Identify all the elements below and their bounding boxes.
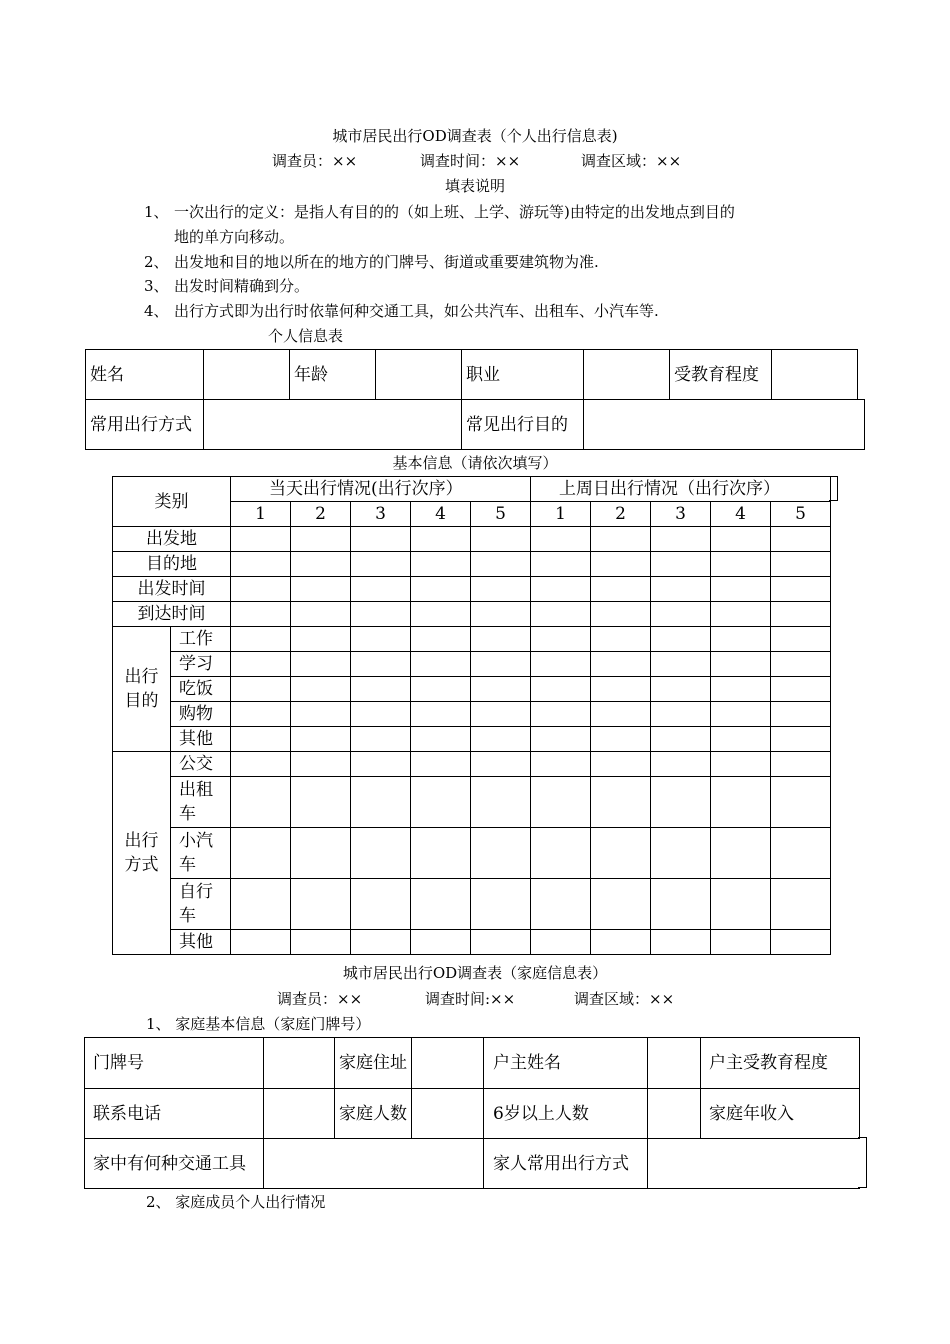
sunday-trip-1: 1 <box>531 502 591 527</box>
cell[interactable] <box>651 602 711 627</box>
occupation-field[interactable] <box>584 350 670 400</box>
cell[interactable] <box>591 602 651 627</box>
mode-group-label: 出行方式 <box>113 752 171 955</box>
cell[interactable] <box>771 752 831 777</box>
cell[interactable] <box>651 930 711 955</box>
cell[interactable] <box>411 677 471 702</box>
education-label: 受教育程度 <box>670 350 772 400</box>
cell[interactable] <box>231 552 291 577</box>
cell[interactable] <box>591 752 651 777</box>
cell[interactable] <box>471 828 531 879</box>
cell[interactable] <box>771 879 831 930</box>
cell[interactable] <box>291 552 351 577</box>
common-purpose-field[interactable] <box>584 400 858 450</box>
cell[interactable] <box>711 577 771 602</box>
purpose-group-label: 出行目的 <box>113 627 171 752</box>
cell[interactable] <box>771 702 831 727</box>
cell[interactable] <box>591 828 651 879</box>
cell[interactable] <box>411 702 471 727</box>
address-label: 家庭住址 <box>335 1038 412 1089</box>
cell[interactable] <box>351 627 411 652</box>
household-time-label: 调查时间:×× <box>425 990 516 1008</box>
cell[interactable] <box>231 727 291 752</box>
cell[interactable] <box>411 627 471 652</box>
today-trip-5: 5 <box>471 502 531 527</box>
trip-info-table <box>112 476 831 955</box>
cell[interactable] <box>651 552 711 577</box>
cell[interactable] <box>651 652 711 677</box>
instruction-1-text: 一次出行的定义：是指人有目的的（如上班、上学、游玩等)由特定的出发地点到目的 <box>174 203 735 221</box>
cell[interactable] <box>471 627 531 652</box>
cell[interactable] <box>291 527 351 552</box>
cell[interactable] <box>651 879 711 930</box>
purpose-other-label: 其他 <box>171 727 231 752</box>
cell[interactable] <box>591 652 651 677</box>
cell[interactable] <box>711 527 771 552</box>
cell[interactable] <box>291 777 351 828</box>
cell[interactable] <box>291 602 351 627</box>
cell[interactable] <box>411 727 471 752</box>
over6-field[interactable] <box>648 1089 701 1139</box>
cell[interactable] <box>711 627 771 652</box>
cell[interactable] <box>231 577 291 602</box>
cell[interactable] <box>471 527 531 552</box>
sunday-trip-3: 3 <box>651 502 711 527</box>
family-mode-field[interactable] <box>648 1139 860 1189</box>
cell[interactable] <box>411 777 471 828</box>
cell[interactable] <box>411 930 471 955</box>
cell[interactable] <box>531 527 591 552</box>
instruction-3-num: 3、 <box>144 277 169 295</box>
cell[interactable] <box>711 930 771 955</box>
family-mode-label: 家人常用出行方式 <box>484 1139 648 1189</box>
phone-field[interactable] <box>264 1089 335 1139</box>
arrival-time-label: 到达时间 <box>113 602 231 627</box>
cell[interactable] <box>591 677 651 702</box>
cell[interactable] <box>411 752 471 777</box>
purpose-shopping-label: 购物 <box>171 702 231 727</box>
cell[interactable] <box>531 652 591 677</box>
cell[interactable] <box>531 879 591 930</box>
head-edu-label: 户主受教育程度 <box>701 1038 860 1089</box>
cell[interactable] <box>231 828 291 879</box>
instruction-3-text: 出发时间精确到分。 <box>174 277 310 295</box>
cell[interactable] <box>711 602 771 627</box>
address-field[interactable] <box>412 1038 484 1089</box>
cell[interactable] <box>651 627 711 652</box>
cell[interactable] <box>471 652 531 677</box>
cell[interactable] <box>771 727 831 752</box>
cell[interactable] <box>531 552 591 577</box>
sunday-trip-5: 5 <box>771 502 831 527</box>
cell[interactable] <box>531 602 591 627</box>
vehicles-field[interactable] <box>264 1139 484 1189</box>
destination-label: 目的地 <box>113 552 231 577</box>
cell[interactable] <box>351 602 411 627</box>
cell[interactable] <box>411 527 471 552</box>
cell[interactable] <box>231 879 291 930</box>
cell[interactable] <box>231 752 291 777</box>
purpose-dining-label: 吃饭 <box>171 677 231 702</box>
cell[interactable] <box>531 752 591 777</box>
instruction-2-num: 2、 <box>144 253 169 271</box>
category-header: 类别 <box>113 477 231 527</box>
cell[interactable] <box>591 777 651 828</box>
surveyor-label: 调查员：×× <box>272 152 358 170</box>
mode-bus-label: 公交 <box>171 752 231 777</box>
cell[interactable] <box>291 652 351 677</box>
cell[interactable] <box>711 777 771 828</box>
last-sunday-header: 上周日出行情况（出行次序） <box>531 477 831 502</box>
cell[interactable] <box>231 627 291 652</box>
cell[interactable] <box>771 930 831 955</box>
cell[interactable] <box>531 677 591 702</box>
cell[interactable] <box>711 727 771 752</box>
personal-info-table <box>85 349 858 450</box>
purpose-work-label: 工作 <box>171 627 231 652</box>
today-trip-2: 2 <box>291 502 351 527</box>
survey-area-label: 调查区域：×× <box>581 152 682 170</box>
cell[interactable] <box>591 527 651 552</box>
household-heading: 1、 家庭基本信息（家庭门牌号） <box>146 1015 371 1033</box>
row-arrival-time <box>113 602 831 627</box>
cell[interactable] <box>351 828 411 879</box>
cell[interactable] <box>531 777 591 828</box>
cell[interactable] <box>771 777 831 828</box>
cell[interactable] <box>711 702 771 727</box>
cell[interactable] <box>351 652 411 677</box>
cell[interactable] <box>591 930 651 955</box>
sunday-trip-2: 2 <box>591 502 651 527</box>
cell[interactable] <box>711 879 771 930</box>
common-mode-label: 常用出行方式 <box>86 400 204 450</box>
cell[interactable] <box>471 602 531 627</box>
cell[interactable] <box>531 627 591 652</box>
cell[interactable] <box>711 828 771 879</box>
cell[interactable] <box>351 727 411 752</box>
cell[interactable] <box>291 930 351 955</box>
cell[interactable] <box>591 552 651 577</box>
row-departure-time <box>113 577 831 602</box>
instruction-1-num: 1、 <box>144 203 169 221</box>
cell[interactable] <box>771 577 831 602</box>
cell[interactable] <box>651 777 711 828</box>
common-mode-field[interactable] <box>204 400 462 450</box>
cell[interactable] <box>651 702 711 727</box>
cell[interactable] <box>291 752 351 777</box>
cell[interactable] <box>591 879 651 930</box>
cell[interactable] <box>231 777 291 828</box>
mode-bicycle-label: 自行车 <box>171 879 231 930</box>
cell[interactable] <box>411 652 471 677</box>
origin-label: 出发地 <box>113 527 231 552</box>
cell[interactable] <box>651 527 711 552</box>
cell[interactable] <box>351 527 411 552</box>
cell[interactable] <box>291 727 351 752</box>
cell[interactable] <box>591 577 651 602</box>
cell[interactable] <box>351 752 411 777</box>
mode-taxi-label: 出租车 <box>171 777 231 828</box>
cell[interactable] <box>351 777 411 828</box>
instruction-4-text: 出行方式即为出行时依靠何种交通工具，如公共汽车、出租车、小汽车等. <box>174 302 659 320</box>
today-header: 当天出行情况(出行次序） <box>231 477 531 502</box>
head-name-field[interactable] <box>648 1038 701 1089</box>
members-field[interactable] <box>412 1089 484 1139</box>
income-label: 家庭年收入 <box>701 1089 860 1139</box>
cell[interactable] <box>351 552 411 577</box>
cell[interactable] <box>291 879 351 930</box>
cell[interactable] <box>351 879 411 930</box>
members-label: 家庭人数 <box>335 1089 412 1139</box>
cell[interactable] <box>351 577 411 602</box>
cell[interactable] <box>651 828 711 879</box>
cell[interactable] <box>291 677 351 702</box>
name-label: 姓名 <box>86 350 204 400</box>
cell[interactable] <box>291 577 351 602</box>
cell[interactable] <box>711 552 771 577</box>
household-table <box>84 1037 860 1189</box>
cell[interactable] <box>471 677 531 702</box>
cell[interactable] <box>771 652 831 677</box>
name-field[interactable] <box>204 350 290 400</box>
cell[interactable] <box>231 702 291 727</box>
cell[interactable] <box>591 702 651 727</box>
instruction-4-num: 4、 <box>144 302 169 320</box>
cell[interactable] <box>531 828 591 879</box>
cell[interactable] <box>291 627 351 652</box>
purpose-study-label: 学习 <box>171 652 231 677</box>
today-trip-4: 4 <box>411 502 471 527</box>
cell[interactable] <box>351 677 411 702</box>
cell[interactable] <box>351 930 411 955</box>
cell[interactable] <box>771 602 831 627</box>
over6-label: 6岁以上人数 <box>484 1089 648 1139</box>
mode-car-label: 小汽车 <box>171 828 231 879</box>
cell[interactable] <box>291 828 351 879</box>
cell[interactable] <box>471 727 531 752</box>
common-purpose-label: 常见出行目的 <box>462 400 584 450</box>
cell[interactable] <box>411 552 471 577</box>
cell[interactable] <box>771 627 831 652</box>
cell[interactable] <box>531 577 591 602</box>
head-name-label: 户主姓名 <box>484 1038 648 1089</box>
house-no-label: 门牌号 <box>85 1038 264 1089</box>
page-title: 城市居民出行OD调查表（个人出行信息表) <box>332 127 618 145</box>
cell[interactable] <box>411 577 471 602</box>
cell[interactable] <box>471 552 531 577</box>
household-title: 城市居民出行OD调查表（家庭信息表） <box>342 964 608 982</box>
survey-time-label: 调查时间：×× <box>420 152 521 170</box>
cell[interactable] <box>471 702 531 727</box>
cell[interactable] <box>531 727 591 752</box>
cell[interactable] <box>471 879 531 930</box>
age-label: 年龄 <box>290 350 376 400</box>
cell[interactable] <box>231 652 291 677</box>
cell[interactable] <box>711 752 771 777</box>
basic-info-caption: 基本信息（请依次填写） <box>392 454 558 472</box>
cell[interactable] <box>651 752 711 777</box>
cell[interactable] <box>411 602 471 627</box>
cell[interactable] <box>231 677 291 702</box>
cell[interactable] <box>771 552 831 577</box>
cell[interactable] <box>411 879 471 930</box>
household-surveyor-label: 调查员：×× <box>277 990 363 1008</box>
row-destination <box>113 552 831 577</box>
today-trip-3: 3 <box>351 502 411 527</box>
cell[interactable] <box>471 577 531 602</box>
cell[interactable] <box>471 777 531 828</box>
education-field[interactable] <box>772 350 858 400</box>
cell[interactable] <box>651 727 711 752</box>
departure-time-label: 出发时间 <box>113 577 231 602</box>
age-field[interactable] <box>376 350 462 400</box>
occupation-label: 职业 <box>462 350 584 400</box>
cell[interactable] <box>471 752 531 777</box>
instruction-2-text: 出发地和目的地以所在的地方的门牌号、街道或重要建筑物为准. <box>174 253 599 271</box>
instructions-title: 填表说明 <box>444 177 505 195</box>
personal-info-caption: 个人信息表 <box>268 327 344 345</box>
cell[interactable] <box>651 677 711 702</box>
cell[interactable] <box>231 527 291 552</box>
cell[interactable] <box>411 828 471 879</box>
members-heading: 2、 家庭成员个人出行情况 <box>146 1193 326 1211</box>
vehicles-label: 家中有何种交通工具 <box>85 1139 264 1189</box>
cell[interactable] <box>711 677 771 702</box>
cell[interactable] <box>531 930 591 955</box>
household-area-label: 调查区域：×× <box>574 990 675 1008</box>
cell[interactable] <box>231 602 291 627</box>
cell[interactable] <box>471 930 531 955</box>
cell[interactable] <box>591 727 651 752</box>
cell[interactable] <box>351 702 411 727</box>
instruction-1-cont: 地的单方向移动。 <box>174 228 295 246</box>
cell[interactable] <box>771 677 831 702</box>
today-trip-1: 1 <box>231 502 291 527</box>
cell[interactable] <box>531 702 591 727</box>
cell[interactable] <box>771 828 831 879</box>
phone-label: 联系电话 <box>85 1089 264 1139</box>
cell[interactable] <box>771 527 831 552</box>
cell[interactable] <box>651 577 711 602</box>
house-no-field[interactable] <box>264 1038 335 1089</box>
cell[interactable] <box>231 930 291 955</box>
cell[interactable] <box>711 652 771 677</box>
row-origin <box>113 527 831 552</box>
mode-other-label: 其他 <box>171 930 231 955</box>
cell[interactable] <box>591 627 651 652</box>
cell[interactable] <box>291 702 351 727</box>
sunday-trip-4: 4 <box>711 502 771 527</box>
